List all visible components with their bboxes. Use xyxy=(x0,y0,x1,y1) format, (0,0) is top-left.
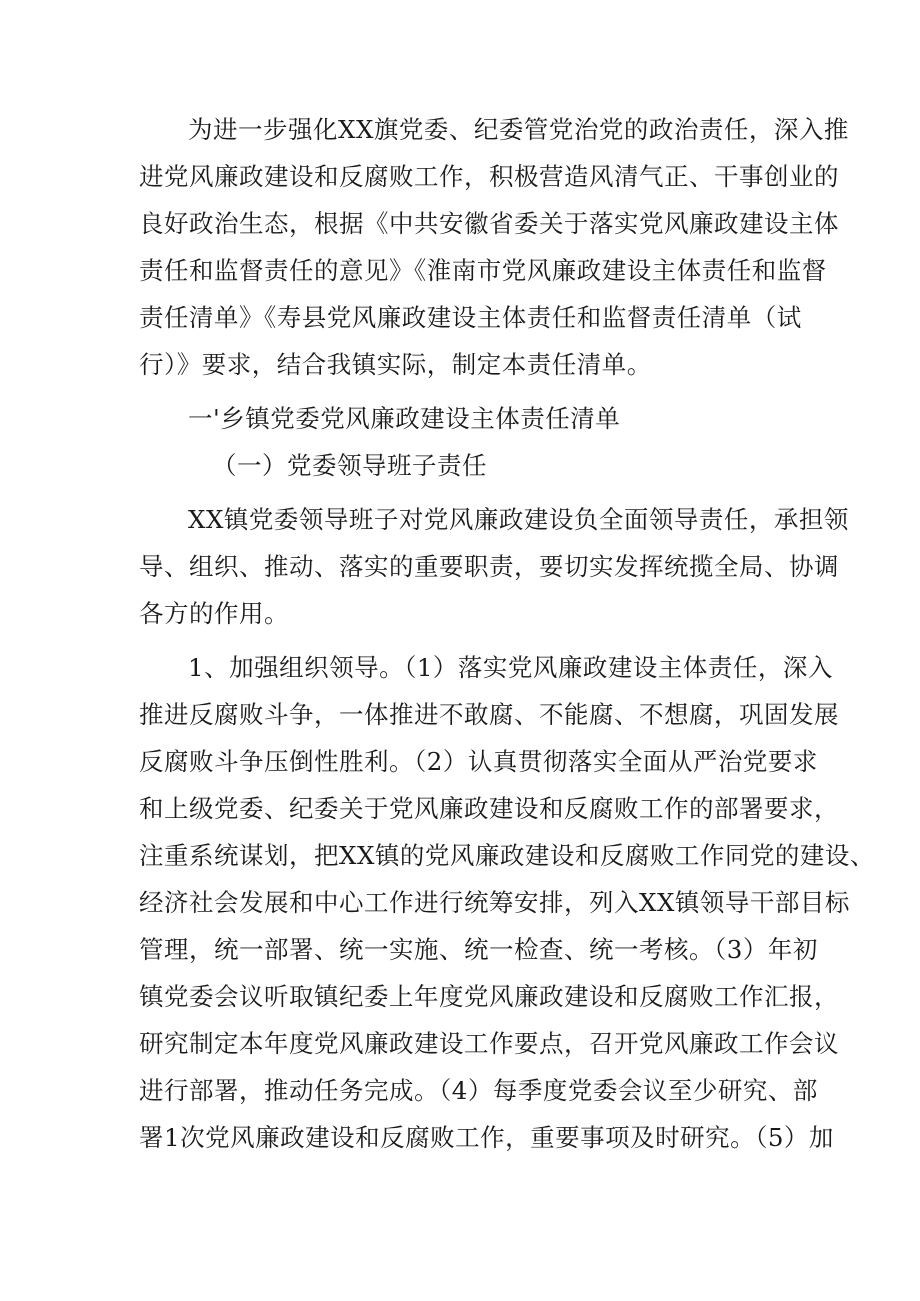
paragraph-item1-line-11: 署1次党风廉政建设和反腐败工作，重要事项及时研究。（5）加 xyxy=(139,1123,834,1152)
paragraph-item1-line-10: 进行部署，推动任务完成。（4）每季度党委会议至少研究、部 xyxy=(139,1076,818,1105)
paragraph-item1-line-5: 注重系统谋划，把XX镇的党风廉政建设和反腐败工作同党的建设、 xyxy=(139,841,875,870)
section-heading-1: 一'乡镇党委党风廉政建设主体责任清单 xyxy=(188,404,621,433)
paragraph-item1-line-9: 研究制定本年度党风廉政建设工作要点，召开党风廉政工作会议 xyxy=(139,1029,839,1058)
paragraph-leadership-line-3: 各方的作用。 xyxy=(139,599,289,628)
paragraph-item1-line-2: 推进反腐败斗争，一体推进不敢腐、不能腐、不想腐，巩固发展 xyxy=(139,700,839,729)
paragraph-intro-line-2: 进党风廉政建设和反腐败工作，积极营造风清气正、干事创业的 xyxy=(139,162,839,191)
paragraph-item1-line-6: 经济社会发展和中心工作进行统筹安排，列入XX镇领导干部目标 xyxy=(139,888,850,917)
paragraph-intro-line-4: 责任和监督责任的意见》《淮南市党风廉政建设主体责任和监督 xyxy=(139,256,827,285)
paragraph-leadership-line-1: XX镇党委领导班子对党风廉政建设负全面领导责任，承担领 xyxy=(188,505,849,534)
paragraph-item1-line-8: 镇党委会议听取镇纪委上年度党风廉政建设和反腐败工作汇报， xyxy=(139,982,839,1011)
paragraph-item1-line-3: 反腐败斗争压倒性胜利。（2）认真贯彻落实全面从严治党要求 xyxy=(139,747,818,776)
paragraph-intro-line-3: 良好政治生态，根据《中共安徽省委关于落实党风廉政建设主体 xyxy=(139,209,839,238)
paragraph-intro-line-1: 为进一步强化XX旗党委、纪委管党治党的政治责任，深入推 xyxy=(188,115,849,144)
paragraph-intro-line-5: 责任清单》《寿县党风廉政建设主体责任和监督责任清单（试 xyxy=(139,303,802,332)
paragraph-leadership-line-2: 导、组织、推动、落实的重要职责，要切实发挥统揽全局、协调 xyxy=(139,552,839,581)
paragraph-item1-line-1: 1、加强组织领导。（1）落实党风廉政建设主体责任，深入 xyxy=(188,653,833,682)
paragraph-item1-line-4: 和上级党委、纪委关于党风廉政建设和反腐败工作的部署要求， xyxy=(139,794,839,823)
subsection-heading-1: （一）党委领导班子责任 xyxy=(212,451,487,480)
paragraph-intro-line-6: 行）》要求，结合我镇实际，制定本责任清单。 xyxy=(139,350,652,379)
paragraph-item1-line-7: 管理，统一部署、统一实施、统一检查、统一考核。（3）年初 xyxy=(139,935,818,964)
